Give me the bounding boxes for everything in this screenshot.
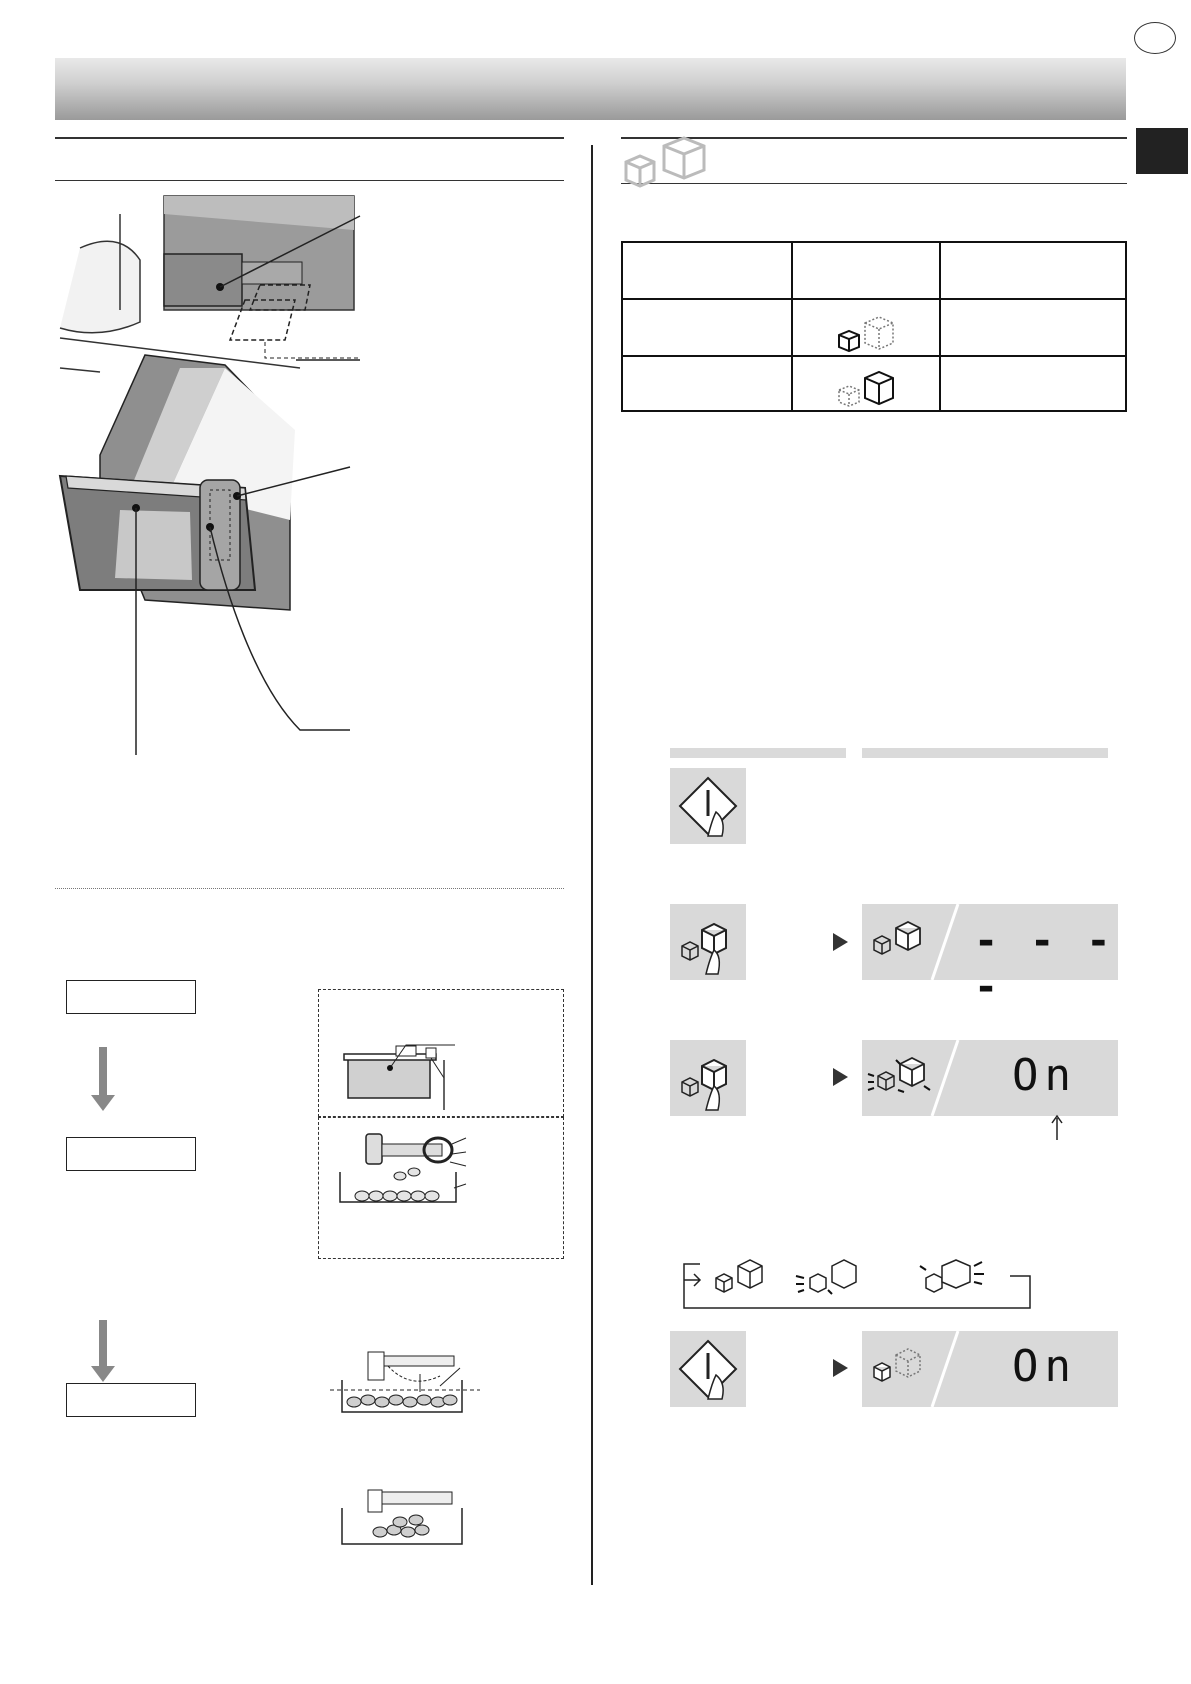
column-divider — [591, 145, 593, 1585]
mode-cycle-diagram — [680, 1260, 1040, 1310]
power-touch-icon — [678, 776, 738, 836]
ice-cube-small-icon — [831, 315, 901, 355]
table-cell — [622, 299, 792, 356]
result-arrow-icon — [833, 933, 848, 951]
power-button[interactable] — [670, 768, 746, 844]
arrow-down-icon — [99, 1320, 107, 1368]
table-header-cell — [940, 242, 1126, 299]
pointer-arrow-icon — [1051, 1114, 1063, 1142]
table-header-cell — [792, 242, 940, 299]
left-section-separator — [55, 888, 564, 889]
display-panel-on-final — [862, 1331, 1118, 1407]
display-readout-on: On — [1012, 1050, 1077, 1101]
power-touch-icon — [678, 1339, 738, 1399]
table-cell-icon — [792, 356, 940, 411]
ice-maker-diagram — [338, 1128, 468, 1208]
display-readout-dashes: - - - - — [974, 918, 1115, 1010]
process-step-2-box — [66, 1137, 196, 1171]
ice-cube-blinking-icon — [866, 1056, 932, 1100]
ice-cube-touch-icon — [678, 918, 738, 978]
table-cell — [940, 299, 1126, 356]
table-cell-icon — [792, 299, 940, 356]
ice-cube-touch-icon — [678, 1054, 738, 1114]
operation-column-header — [670, 748, 846, 758]
power-button[interactable] — [670, 1331, 746, 1407]
ice-cube-indicator-icon — [870, 922, 926, 962]
ice-cube-large-icon — [831, 370, 901, 410]
ice-mode-table — [621, 241, 1127, 412]
table-cell — [622, 356, 792, 411]
display-divider — [930, 1040, 960, 1116]
display-divider — [930, 1331, 960, 1407]
ice-cube-title-icon — [622, 136, 712, 192]
process-step-3-box — [66, 1383, 196, 1417]
arrow-down-icon — [99, 1047, 107, 1097]
header-bar — [55, 58, 1126, 120]
table-cell — [940, 356, 1126, 411]
display-divider — [930, 904, 960, 980]
left-section-bottom-rule — [55, 180, 564, 181]
left-section-top-rule — [55, 137, 564, 139]
result-arrow-icon — [833, 1359, 848, 1377]
ice-drawer-illustration — [60, 190, 360, 760]
ice-mode-button[interactable] — [670, 904, 746, 980]
display-panel-on-blinking — [862, 1040, 1118, 1116]
water-tank-diagram — [340, 1030, 470, 1100]
result-arrow-icon — [833, 1068, 848, 1086]
ice-full-detection-diagram — [330, 1350, 480, 1416]
ice-stored-diagram — [338, 1488, 468, 1550]
display-readout-on: On — [1012, 1341, 1077, 1392]
display-column-header — [862, 748, 1108, 758]
display-panel-dashes — [862, 904, 1118, 1010]
ice-cube-small-selected-icon — [870, 1349, 926, 1389]
language-badge — [1134, 22, 1176, 54]
section-tab-marker — [1136, 128, 1188, 174]
table-header-cell — [622, 242, 792, 299]
ice-mode-button[interactable] — [670, 1040, 746, 1116]
process-step-1-box — [66, 980, 196, 1014]
